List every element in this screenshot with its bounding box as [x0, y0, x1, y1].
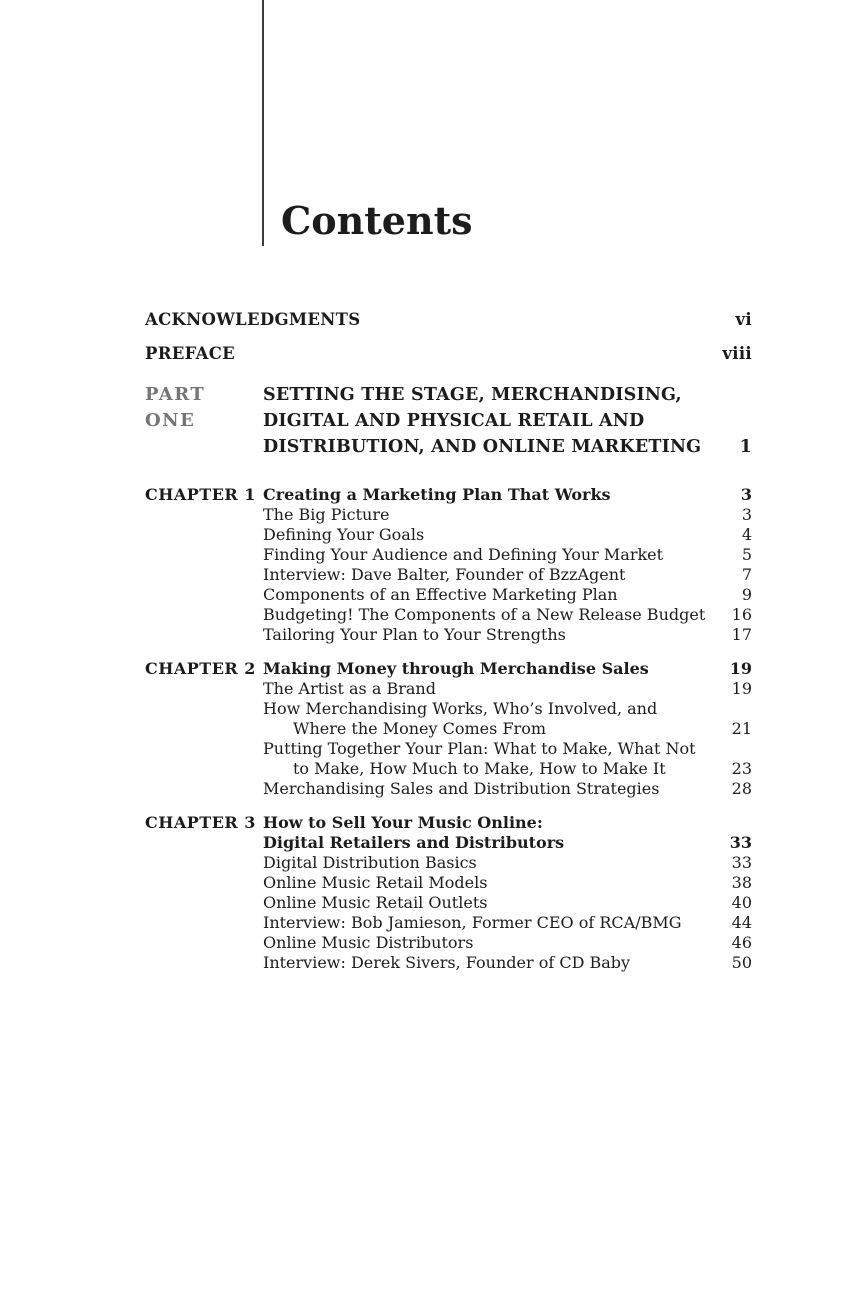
- item-title-continued: Where the Money Comes From: [293, 719, 546, 738]
- item-title: Tailoring Your Plan to Your Strengths: [263, 625, 566, 644]
- page-number: 3: [740, 485, 752, 504]
- toc-item: [263, 525, 752, 545]
- toc-item: [263, 933, 752, 953]
- page-number: 3: [741, 505, 752, 524]
- item-title: Budgeting! The Components of a New Release Budget: [263, 605, 706, 624]
- page-number: 38: [731, 873, 752, 892]
- item-title: Interview: Bob Jamieson, Former CEO of RCA/BMG: [263, 913, 682, 932]
- part-title-text: DISTRIBUTION, AND ONLINE MARKETING: [263, 437, 702, 457]
- toc-item: [263, 779, 752, 799]
- chapter-title: Making Money through Merchandise Sales: [263, 659, 649, 678]
- chapter-1-section: [145, 485, 752, 645]
- item-title-continued: to Make, How Much to Make, How to Make It: [293, 759, 666, 778]
- item-title: How Merchandising Works, Who’s Involved, and: [263, 699, 658, 718]
- toc-entry-preface: [145, 344, 752, 364]
- page-number: viii: [722, 344, 752, 363]
- chapter-title-row: [263, 659, 752, 679]
- toc-item: [263, 545, 752, 565]
- entry-label: PREFACE: [145, 344, 236, 363]
- item-title: Online Music Retail Outlets: [263, 893, 488, 912]
- item-title: Putting Together Your Plan: What to Make, What Not: [263, 739, 696, 758]
- toc-item: [263, 625, 752, 645]
- toc-item: [263, 565, 752, 585]
- page-number: 1: [739, 437, 752, 457]
- chapter-title-row: [263, 813, 752, 833]
- page-number: 33: [729, 833, 752, 852]
- chapter-title-row: [263, 485, 752, 505]
- toc-item: [263, 605, 752, 625]
- part-title-text: DIGITAL AND PHYSICAL RETAIL AND: [263, 411, 645, 431]
- part-title-line: [263, 434, 752, 460]
- toc-item: [263, 699, 752, 719]
- page-number: 17: [731, 625, 752, 644]
- item-title: Finding Your Audience and Defining Your Market: [263, 545, 664, 564]
- page-number: 23: [731, 759, 752, 778]
- item-title: Interview: Dave Balter, Founder of BzzAgent: [263, 565, 626, 584]
- toc-entry-acknowledgments: [145, 310, 752, 330]
- page-number: 50: [731, 953, 752, 972]
- page-number: 4: [741, 525, 752, 544]
- chapter-title-row: [263, 833, 752, 853]
- chapter-body: [263, 813, 752, 973]
- toc-item: [263, 505, 752, 525]
- toc-item: [263, 913, 752, 933]
- entry-label: ACKNOWLEDGMENTS: [145, 310, 361, 329]
- page-number: vi: [735, 310, 752, 329]
- toc-item: [263, 679, 752, 699]
- chapter-2-section: [145, 659, 752, 799]
- chapter-label: CHAPTER 2: [145, 659, 256, 678]
- toc-item: [263, 893, 752, 913]
- chapter-label: CHAPTER 3: [145, 813, 256, 832]
- page-number: 28: [731, 779, 752, 798]
- page-title: Contents: [281, 198, 473, 243]
- part-label: PART ONE: [145, 384, 206, 431]
- item-title: Online Music Retail Models: [263, 873, 488, 892]
- table-of-contents: [145, 310, 752, 973]
- page-number: 21: [731, 719, 752, 738]
- chapter-label: CHAPTER 1: [145, 485, 256, 504]
- item-title: Defining Your Goals: [263, 525, 425, 544]
- page-number: 33: [731, 853, 752, 872]
- page-number: 5: [741, 545, 752, 564]
- item-title: Interview: Derek Sivers, Founder of CD Baby: [263, 953, 631, 972]
- toc-item: [263, 739, 752, 759]
- chapter-body: [263, 485, 752, 645]
- item-title: The Artist as a Brand: [263, 679, 436, 698]
- item-title: Components of an Effective Marketing Plan: [263, 585, 618, 604]
- item-title: Merchandising Sales and Distribution Strategies: [263, 779, 660, 798]
- toc-item-continuation: [263, 759, 752, 779]
- item-title: The Big Picture: [263, 505, 390, 524]
- page-number: 9: [741, 585, 752, 604]
- vertical-rule: [262, 0, 264, 246]
- part-title-line: [263, 382, 752, 408]
- part-title: [263, 382, 752, 460]
- page-number: 19: [729, 659, 752, 678]
- chapter-title: Creating a Marketing Plan That Works: [263, 485, 611, 504]
- toc-item: [263, 873, 752, 893]
- chapter-title-continued: Digital Retailers and Distributors: [263, 833, 565, 852]
- toc-item: [263, 585, 752, 605]
- page-number: 46: [731, 933, 752, 952]
- part-title-text: SETTING THE STAGE, MERCHANDISING,: [263, 385, 682, 405]
- page-number: 40: [731, 893, 752, 912]
- part-title-line: [263, 408, 752, 434]
- item-title: Online Music Distributors: [263, 933, 474, 952]
- toc-item: [263, 853, 752, 873]
- toc-item-continuation: [263, 719, 752, 739]
- page-number: 7: [741, 565, 752, 584]
- item-title: Digital Distribution Basics: [263, 853, 477, 872]
- chapter-title: How to Sell Your Music Online:: [263, 813, 543, 832]
- chapter-body: [263, 659, 752, 799]
- page-number: 44: [731, 913, 752, 932]
- chapter-3-section: [145, 813, 752, 973]
- page-number: 19: [731, 679, 752, 698]
- toc-item: [263, 953, 752, 973]
- page-number: 16: [731, 605, 752, 624]
- part-one-section: [145, 382, 752, 460]
